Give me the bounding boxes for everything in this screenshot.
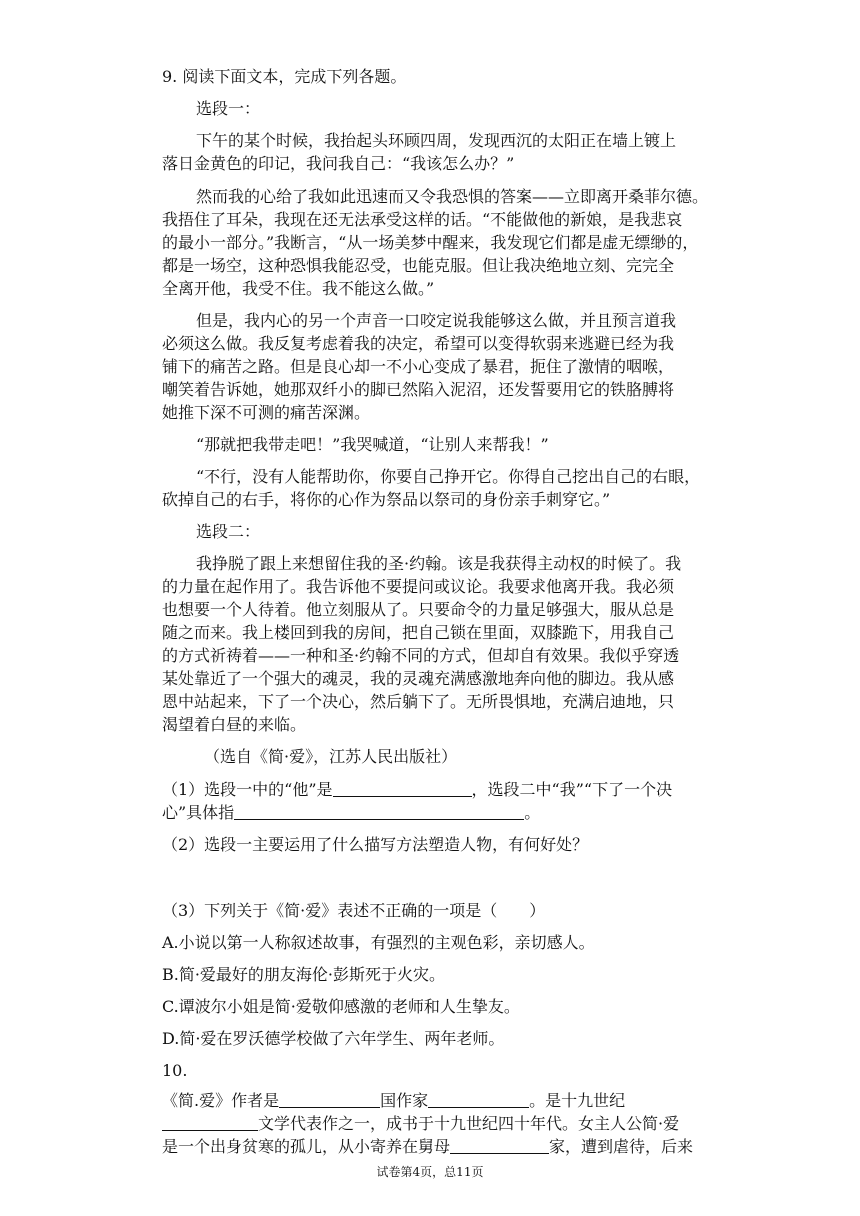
passage-line: 下午的某个时候，我抬起头环顾四周，发现西沉的太阳正在墙上镀上 xyxy=(196,131,677,150)
passage-line: 全离开他，我受不住。我不能这么做。” xyxy=(162,279,435,298)
option-d[interactable]: D.简·爱在罗沃德学校做了六年学生、两年老师。 xyxy=(162,1029,505,1048)
passage-line: 她推下深不可测的痛苦深渊。 xyxy=(162,403,371,422)
passage-line: 某处靠近了一个强大的魂灵，我的灵魂充满感激地奔向他的脚边。我从感 xyxy=(162,669,675,688)
answer-blank[interactable] xyxy=(450,1137,549,1154)
source-citation: （选自《简·爱》，江苏人民出版社） xyxy=(204,747,458,766)
passage-line: 我捂住了耳朵，我现在还无法承受这样的话。“不能做他的新娘，是我悲哀 xyxy=(162,210,683,229)
passage-line: 的方式祈祷着——一种和圣·约翰不同的方式，但却自有效果。我似乎穿透 xyxy=(162,646,680,665)
question-10-line xyxy=(162,1090,625,1112)
question-10-text: 家，遭到虐待，后来 xyxy=(549,1137,694,1156)
passage-line: 恩中站起来，下了一个决心，然后躺下了。无所畏惧地，充满启迪地，只 xyxy=(162,692,675,711)
subquestion-1-text: ，选段二中“我”“下了一个决 xyxy=(471,780,673,799)
passage-line: “不行，没有人能帮助你，你要自己挣开它。你得自己挖出自己的右眼， xyxy=(196,467,701,486)
passage-line: 然而我的心给了我如此迅速而又令我恐惧的答案——立即离开桑菲尔德。 xyxy=(196,187,709,206)
option-b[interactable]: B.简·爱最好的朋友海伦·彭斯死于火灾。 xyxy=(162,965,446,984)
page-footer: 试卷第4页，总11页 xyxy=(376,1165,484,1179)
answer-blank[interactable] xyxy=(279,1091,380,1108)
answer-blank[interactable] xyxy=(234,803,524,820)
answer-blank[interactable] xyxy=(428,1091,529,1108)
passage-line: “那就把我带走吧！”我哭喊道，“让别人来帮我！” xyxy=(196,435,549,454)
option-c[interactable]: C.谭波尔小姐是简·爱敬仰感激的老师和人生挚友。 xyxy=(162,997,520,1016)
question-10-text: 文学代表作之一，成书于十九世纪四十年代。女主人公简·爱 xyxy=(258,1114,680,1133)
answer-blank[interactable] xyxy=(162,1114,258,1131)
question-10-text: 是一个出身贫寒的孤儿，从小寄养在舅母 xyxy=(162,1137,451,1156)
question-10-text: 《简.爱》作者是 xyxy=(162,1091,280,1110)
question-10-text: 国作家 xyxy=(380,1091,429,1110)
passage-line: 的力量在起作用了。我告诉他不要提问或议论。我要求他离开我。我必须 xyxy=(162,577,675,596)
subquestion-2: （2）选段一主要运用了什么描写方法塑造人物，有何好处？ xyxy=(162,835,589,854)
passage-line: 随之而来。我上楼回到我的房间，把自己锁在里面，双膝跪下，用我自己 xyxy=(162,623,675,642)
passage-line: 嘲笑着告诉她，她那双纤小的脚已然陷入泥沼，还发誓要用它的铁胳膊将 xyxy=(162,380,675,399)
passage-line: 铺下的痛苦之路。但是良心却一不小心变成了暴君，扼住了激情的咽喉， xyxy=(162,357,675,376)
question-9-title: 9. 阅读下面文本，完成下列各题。 xyxy=(162,67,407,86)
answer-blank[interactable] xyxy=(333,780,472,797)
subquestion-1-text: （1）选段一中的“他”是 xyxy=(162,780,333,799)
passage-line: 也想要一个人待着。他立刻服从了。只要命令的力量足够强大，服从总是 xyxy=(162,600,675,619)
question-10-line xyxy=(162,1136,693,1158)
passage-line: 都是一场空，这种恐惧我能忍受，也能克服。但让我决绝地立刻、完完全 xyxy=(162,256,675,275)
excerpt-2-label: 选段二： xyxy=(196,522,261,541)
question-10-number: 10. xyxy=(162,1061,188,1080)
question-10-text: 。是十九世纪 xyxy=(529,1091,626,1110)
passage-line: 渴望着白昼的来临。 xyxy=(162,715,307,734)
passage-line: 必须这么做。我反复考虑着我的决定，希望可以变得软弱来逃避已经为我 xyxy=(162,334,675,353)
passage-line: 我挣脱了跟上来想留住我的圣·约翰。该是我获得主动权的时候了。我 xyxy=(196,554,682,573)
subquestion-1 xyxy=(162,779,672,801)
passage-line: 砍掉自己的右手，将你的心作为祭品以祭司的身份亲手刺穿它。” xyxy=(162,490,611,509)
question-10-line xyxy=(162,1113,679,1135)
passage-line: 的最小一部分。”我断言，“从一场美梦中醒来，我发现它们都是虚无缥缈的， xyxy=(162,233,699,252)
passage-line: 落日金黄色的印记，我问我自己：“我该怎么办？” xyxy=(162,154,515,173)
option-a[interactable]: A.小说以第一人称叙述故事，有强烈的主观色彩，亲切感人。 xyxy=(162,933,595,952)
passage-line: 但是，我内心的另一个声音一口咬定说我能够这么做，并且预言道我 xyxy=(196,311,677,330)
subquestion-1-text: 。 xyxy=(524,803,541,822)
excerpt-1-label: 选段一： xyxy=(196,99,261,118)
subquestion-1-text: 心”具体指 xyxy=(162,803,235,822)
subquestion-3: （3）下列关于《简·爱》表述不正确的一项是（ ） xyxy=(162,901,546,920)
subquestion-1-cont xyxy=(162,802,540,824)
